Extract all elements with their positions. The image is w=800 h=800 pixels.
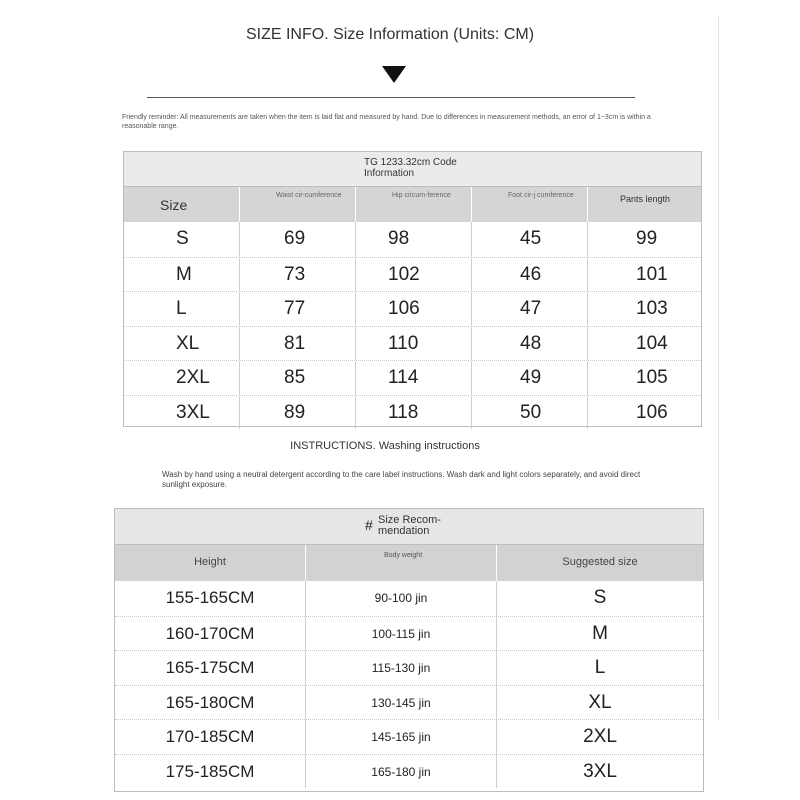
cell-hip: 98 xyxy=(356,222,472,257)
header-waist: Waist cir-cumference xyxy=(240,187,356,222)
size-recommendation-table xyxy=(114,508,704,792)
header-pants-length: Pants length xyxy=(620,194,671,204)
cell-pants-length: 103 xyxy=(636,298,668,319)
table-row xyxy=(124,257,701,292)
cell-size: M xyxy=(124,258,240,292)
size-table-caption-bar xyxy=(124,152,701,187)
cell-height: 175-185CM xyxy=(115,755,306,789)
title-underline xyxy=(147,97,635,98)
cell-foot: 48 xyxy=(472,327,588,361)
cell-waist: 77 xyxy=(240,292,356,326)
cell-size: XL xyxy=(124,327,240,361)
cell-pants-length: 105 xyxy=(636,367,668,388)
cell-suggested-size: S xyxy=(593,587,607,608)
cell-pants-length: 104 xyxy=(636,332,668,354)
cell-foot: 45 xyxy=(472,222,588,257)
cell-waist: 85 xyxy=(240,361,356,395)
cell-height: 165-180CM xyxy=(115,686,306,720)
table-row xyxy=(115,685,703,720)
table-row xyxy=(124,222,701,257)
cell-height: 155-165CM xyxy=(115,581,306,616)
cell-foot: 50 xyxy=(472,396,588,430)
page-title: SIZE INFO. Size Information (Units: CM) xyxy=(245,26,535,43)
table-row xyxy=(124,326,701,361)
header-suggested-size: Suggested size xyxy=(562,556,638,568)
table-row xyxy=(115,719,703,754)
cell-foot: 47 xyxy=(472,292,588,326)
cell-weight: 165-180 jin xyxy=(306,755,497,789)
header-foot: Foot cir-j cumference xyxy=(472,187,588,222)
cell-hip: 118 xyxy=(356,396,472,430)
cell-weight: 145-165 jin xyxy=(306,720,497,754)
cell-hip: 106 xyxy=(356,292,472,326)
cell-foot: 49 xyxy=(472,361,588,395)
instructions-text: Wash by hand using a neutral detergent according to the care label instructions. Wash dark and light colors separately, and avoid direct sunlight exposure. xyxy=(162,470,641,489)
measurement-reminder: Friendly reminder: All measurements are taken when the item is laid flat and measured by hand. Due to differences in measurement methods, an error of 1~3cm is within a reasonable range. xyxy=(122,114,651,130)
page-divider-line xyxy=(718,15,719,720)
recommendation-body xyxy=(115,581,703,788)
cell-suggested-size: 3XL xyxy=(583,760,617,782)
table-row xyxy=(124,291,701,326)
down-arrow-icon xyxy=(382,66,406,83)
cell-pants-length: 99 xyxy=(636,228,658,249)
hash-icon: # xyxy=(365,517,373,533)
cell-hip: 110 xyxy=(356,327,472,361)
recommendation-caption-bar xyxy=(115,509,703,545)
header-size: Size xyxy=(124,187,240,222)
table-row xyxy=(124,395,701,430)
header-height: Height xyxy=(115,545,306,581)
size-table-caption: TG 1233.32cm Code Information xyxy=(364,157,457,179)
cell-waist: 69 xyxy=(240,222,356,257)
header-hip: Hip circum-ference xyxy=(356,187,472,222)
size-table-body xyxy=(124,222,701,429)
cell-suggested-size: 2XL xyxy=(583,726,617,747)
cell-waist: 81 xyxy=(240,327,356,361)
cell-hip: 114 xyxy=(356,361,472,395)
size-table-header xyxy=(124,187,701,222)
cell-foot: 46 xyxy=(472,258,588,292)
table-row xyxy=(115,650,703,685)
recommendation-header xyxy=(115,545,703,581)
cell-waist: 73 xyxy=(240,258,356,292)
table-row xyxy=(115,581,703,616)
cell-waist: 89 xyxy=(240,396,356,430)
cell-pants-length: 106 xyxy=(636,401,668,423)
size-table xyxy=(123,151,702,427)
cell-height: 165-175CM xyxy=(115,651,306,685)
cell-size: L xyxy=(124,292,240,326)
cell-size: S xyxy=(124,222,240,257)
cell-size: 3XL xyxy=(124,396,240,430)
cell-size: 2XL xyxy=(124,361,240,395)
header-body-weight: Body weight xyxy=(306,545,497,581)
cell-hip: 102 xyxy=(356,258,472,292)
table-row xyxy=(115,616,703,651)
cell-suggested-size: M xyxy=(592,622,608,644)
cell-weight: 100-115 jin xyxy=(306,617,497,651)
cell-suggested-size: L xyxy=(594,657,606,678)
cell-height: 160-170CM xyxy=(115,617,306,651)
instructions-title: INSTRUCTIONS. Washing instructions xyxy=(290,440,480,452)
cell-suggested-size: XL xyxy=(588,691,612,713)
table-row xyxy=(124,360,701,395)
table-row xyxy=(115,754,703,789)
cell-height: 170-185CM xyxy=(115,720,306,754)
cell-pants-length: 101 xyxy=(636,263,668,285)
cell-weight: 90-100 jin xyxy=(306,581,497,616)
cell-weight: 115-130 jin xyxy=(306,651,497,685)
cell-weight: 130-145 jin xyxy=(306,686,497,720)
recommendation-caption: Size Recom-mendation xyxy=(378,514,441,537)
